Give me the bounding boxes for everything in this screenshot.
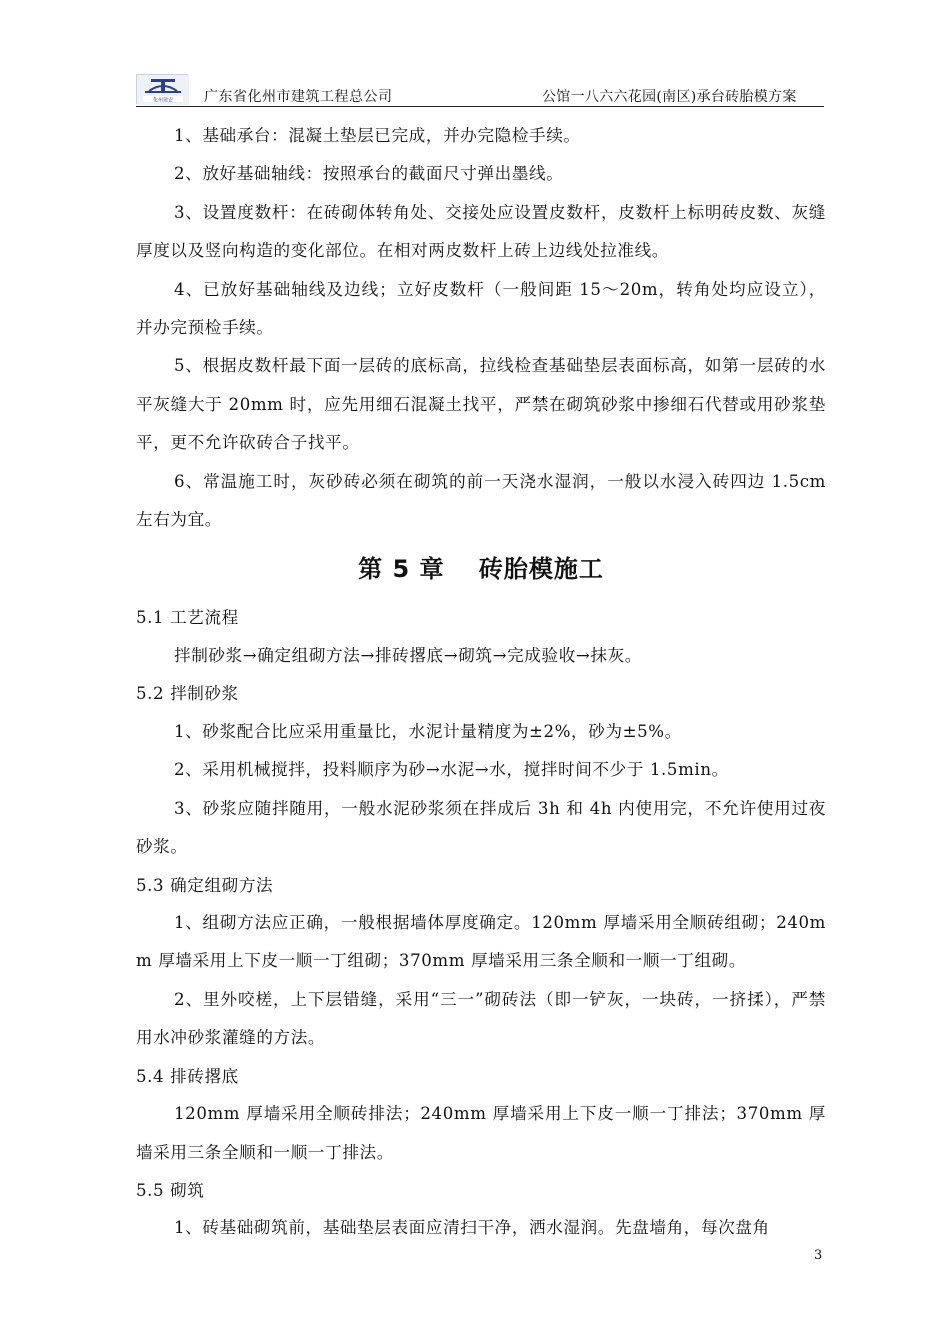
section-heading: 5.2 拌制砂浆: [136, 684, 239, 704]
company-logo: [136, 74, 188, 104]
paragraph-4: 4、已放好基础轴线及边线；立好皮数杆（一般间距 15～20m，转角处均应设立），并办完预检手续。: [136, 279, 826, 338]
document-body: [136, 117, 826, 1248]
paragraph: 2、采用机械搅拌，投料顺序为砂→水泥→水，搅拌时间不少于 1.5min。: [174, 760, 729, 780]
page-number: 3: [814, 1248, 823, 1263]
section-heading: 5.4 排砖撂底: [136, 1066, 239, 1086]
paragraph: 120mm 厚墙采用全顺砖排法；240mm 厚墙采用上下皮一顺一丁排法；370mm 厚墙采用三条全顺和一顺一丁排法。: [136, 1104, 826, 1162]
header-divider: [136, 106, 824, 107]
paragraph-2: 2、放好基础轴线：按照承台的截面尺寸弹出墨线。: [174, 164, 564, 184]
paragraph-6: 6、常温施工时，灰砂砖必须在砌筑的前一天浇水湿润，一般以水浸入砖四边 1.5cm 左右为宜。: [136, 471, 826, 530]
paragraph: 1、砂浆配合比应采用重量比，水泥计量精度为±2%，砂为±5%。: [174, 721, 682, 741]
paragraph: 2、里外咬槎，上下层错缝，采用“三一”砌砖法（即一铲灰，一块砖，一挤揉），严禁用水冲砂浆灌缝的方法。: [136, 989, 826, 1048]
chapter-heading: 第 5 章 砖胎模施工: [358, 555, 604, 584]
page-header: [136, 72, 818, 106]
project-title: 公馆一八六六花园(南区)承台砖胎模方案: [542, 89, 797, 105]
paragraph: 3、砂浆应随拌随用，一般水泥砂浆须在拌成后 3h 和 4h 内使用完，不允许使用过夜砂浆。: [136, 798, 826, 857]
paragraph-1: 1、基础承台：混凝土垫层已完成，并办完隐检手续。: [174, 126, 581, 145]
section-heading: 5.1 工艺流程: [136, 608, 239, 628]
paragraph: 1、组砌方法应正确，一般根据墙体厚度确定。120mm 厚墙采用全顺砖组砌；240mm 厚墙采用上下皮一顺一丁组砌；370mm 厚墙采用三条全顺和一顺一丁组砌。: [136, 913, 826, 971]
company-name: 广东省化州市建筑工程总公司: [204, 89, 393, 105]
section-heading: 5.5 砌筑: [136, 1180, 205, 1200]
paragraph: 1、砖基础砌筑前，基础垫层表面应清扫干净，洒水湿润。先盘墙角，每次盘角: [174, 1218, 770, 1238]
paragraph-3: 3、设置度数杆：在砖砌体转角处、交接处应设置皮数杆，皮数杆上标明砖皮数、灰缝厚度以及竖向构造的变化部位。在相对两皮数杆上砖上边线处拉准线。: [136, 202, 826, 261]
paragraph-5: 5、根据皮数杆最下面一层砖的底标高，拉线检查基础垫层表面标高，如第一层砖的水平灰缝大于 20mm 时，应先用细石混凝土找平，严禁在砌筑砂浆中掺细石代替或用砂浆垫平，更不允许砍砖合子找平。: [136, 356, 826, 453]
paragraph: 拌制砂浆→确定组砌方法→排砖撂底→砌筑→完成验收→抹灰。: [174, 645, 642, 665]
section-heading: 5.3 确定组砌方法: [136, 875, 274, 895]
svg-text:化州建安: 化州建安: [152, 97, 174, 104]
